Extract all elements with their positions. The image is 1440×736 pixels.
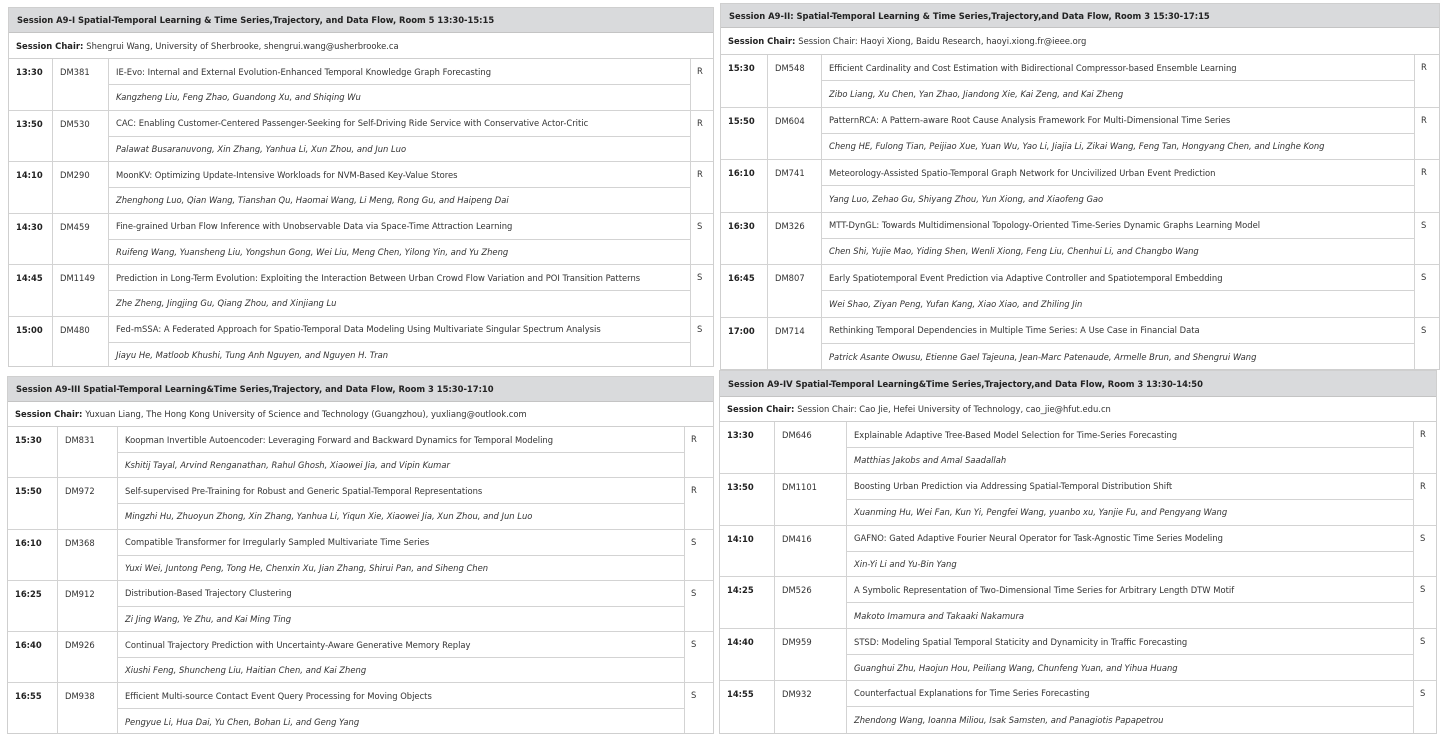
paper-title: Fed-mSSA: A Federated Approach for Spatio-Temporal Data Modeling Using Multivariate Singular Spectrum Analysis (109, 317, 690, 343)
paper-row (8, 427, 713, 478)
paper-title: MTT-DynGL: Towards Multidimensional Topology-Oriented Time-Series Dynamic Graphs Learning Model (822, 213, 1414, 239)
paper-id: DM938 (65, 691, 95, 702)
paper-row (8, 581, 713, 632)
paper-row (9, 59, 713, 111)
paper-time: 13:50 (720, 474, 775, 525)
paper-authors: Guanghui Zhu, Haojun Hou, Peiliang Wang, Chunfeng Yuan, and Yihua Huang (854, 662, 1178, 673)
paper-title: Distribution-Based Trajectory Clustering (118, 581, 684, 607)
paper-id: DM912 (65, 588, 95, 599)
paper-id: DM526 (782, 585, 812, 596)
paper-id: DM714 (775, 325, 805, 336)
paper-row (9, 317, 713, 368)
paper-authors: Mingzhi Hu, Zhuoyun Zhong, Xin Zhang, Yanhua Li, Yiqun Xie, Xiaowei Jia, Xun Zhou, and Jun Luo (125, 511, 533, 522)
paper-row (8, 478, 713, 529)
paper-details (846, 474, 1414, 525)
paper-time: 16:10 (721, 160, 768, 212)
paper-id: DM807 (775, 273, 805, 283)
paper-row (9, 111, 713, 163)
paper-title: Meteorology-Assisted Spatio-Temporal Graph Network for Uncivilized Urban Event Prediction (822, 160, 1414, 186)
paper-title: Fine-grained Urban Flow Inference with Unobservable Data via Space-Time Attraction Learning (109, 214, 690, 240)
paper-details (108, 317, 691, 368)
session-title: Session A9-I Spatial-Temporal Learning & Time Series,Trajectory, and Data Flow, Room 5 13:30-15:15 (9, 8, 713, 33)
paper-title: Efficient Cardinality and Cost Estimation with Bidirectional Compressor-based Ensemble Learning (822, 55, 1414, 81)
paper-time: 13:30 (720, 422, 775, 473)
paper-title: PatternRCA: A Pattern-aware Root Cause Analysis Framework For Multi-Dimensional Time Series (822, 108, 1414, 134)
paper-type: R (1421, 114, 1427, 125)
paper-time: 14:30 (9, 214, 53, 265)
paper-type: S (1420, 687, 1426, 698)
paper-details (821, 55, 1415, 107)
paper-type: S (1420, 636, 1426, 647)
paper-title: Boosting Urban Prediction via Addressing Spatial-Temporal Distribution Shift (847, 474, 1413, 500)
paper-details (821, 213, 1415, 265)
paper-time: 16:10 (8, 530, 58, 580)
paper-details (846, 577, 1414, 628)
paper-id: DM972 (65, 486, 95, 497)
paper-row (721, 265, 1439, 318)
paper-authors: Xiushi Feng, Shuncheng Liu, Haitian Chen, and Kai Zheng (125, 665, 367, 676)
session-chair-label: Session Chair: (727, 404, 795, 414)
paper-row (8, 632, 713, 683)
paper-row (9, 162, 713, 214)
paper-row (720, 681, 1436, 733)
paper-id: DM381 (60, 67, 90, 77)
paper-row (720, 629, 1436, 681)
session-title: Session A9-III Spatial-Temporal Learning&Time Series,Trajectory, and Data Flow, Room 3 15:30-17:10 (8, 377, 713, 402)
paper-title: IE-Evo: Internal and External Evolution-Enhanced Temporal Knowledge Graph Forecasting (109, 59, 690, 85)
paper-authors: Zibo Liang, Xu Chen, Yan Zhao, Jiandong Xie, Kai Zeng, and Kai Zheng (829, 88, 1124, 99)
paper-time: 14:10 (720, 526, 775, 577)
paper-type: S (1420, 584, 1426, 595)
paper-time: 13:50 (9, 111, 53, 162)
paper-authors: Zhe Zheng, Jingjing Gu, Qiang Zhou, and Xinjiang Lu (116, 298, 337, 309)
paper-authors: Pengyue Li, Hua Dai, Yu Chen, Bohan Li, and Geng Yang (125, 717, 360, 728)
session-chair-value: Session Chair: Cao Jie, Hefei University of Technology, cao_jie@hfut.edu.cn (797, 404, 1111, 414)
paper-details (108, 214, 691, 265)
paper-type: S (691, 639, 697, 650)
paper-authors: Xuanming Hu, Wei Fan, Kun Yi, Pengfei Wang, yuanbo xu, Yanjie Fu, and Pengyang Wang (854, 507, 1228, 518)
paper-details (108, 111, 691, 162)
paper-type: R (1420, 429, 1426, 439)
session-title: Session A9-IV Spatial-Temporal Learning&Time Series,Trajectory,and Data Flow, Room 3 13:30-14:50 (720, 371, 1436, 397)
paper-id: DM416 (782, 533, 812, 544)
paper-authors: Yang Luo, Zehao Gu, Shiyang Zhou, Yun Xiong, and Xiaofeng Gao (829, 193, 1104, 204)
paper-title: Rethinking Temporal Dependencies in Multiple Time Series: A Use Case in Financial Data (822, 318, 1414, 344)
paper-type: S (691, 536, 697, 547)
paper-row (720, 577, 1436, 629)
paper-authors: Ruifeng Wang, Yuansheng Liu, Yongshun Gong, Wei Liu, Meng Chen, Yilong Yin, and Yu Zheng (116, 246, 509, 257)
paper-type: R (697, 169, 703, 179)
paper-authors: Makoto Imamura and Takaaki Nakamura (854, 610, 1025, 621)
session-chair-value: Shengrui Wang, University of Sherbrooke, shengrui.wang@usherbrooke.ca (86, 40, 399, 51)
paper-type: R (1421, 167, 1427, 177)
session-chair-value: Yuxuan Liang, The Hong Kong University of Science and Technology (Guangzhou), yuxliang@outlook.com (85, 409, 527, 419)
paper-row (8, 530, 713, 581)
paper-id: DM831 (65, 435, 95, 445)
paper-authors: Cheng HE, Fulong Tian, Peijiao Xue, Yuan Wu, Yao Li, Jiajia Li, Zikai Wang, Feng Tan, Hongyang Chen, and Linghe Kong (829, 141, 1325, 152)
session-title: Session A9-II: Spatial-Temporal Learning & Time Series,Trajectory,and Data Flow, Room 3 15:30-17:15 (721, 4, 1439, 28)
paper-details (108, 162, 691, 213)
paper-type: S (691, 587, 697, 598)
paper-row (721, 108, 1439, 161)
session-panel (8, 7, 714, 367)
paper-row (721, 55, 1439, 108)
paper-row (721, 160, 1439, 213)
paper-details (117, 530, 685, 580)
paper-title: Self-supervised Pre-Training for Robust and Generic Spatial-Temporal Representations (118, 478, 684, 504)
paper-row (9, 265, 713, 317)
paper-type: S (1420, 532, 1426, 543)
paper-id: DM530 (60, 118, 90, 129)
session-panel (7, 376, 714, 734)
paper-type: R (1420, 480, 1426, 491)
paper-authors: Matthias Jakobs and Amal Saadallah (854, 455, 1007, 466)
paper-type: S (1421, 324, 1427, 335)
paper-time: 15:30 (721, 55, 768, 107)
paper-type: R (697, 117, 703, 128)
paper-type: S (1421, 219, 1427, 230)
paper-type: R (1421, 62, 1427, 72)
paper-details (117, 581, 685, 631)
paper-details (117, 478, 685, 528)
paper-row (720, 422, 1436, 474)
session-chair (8, 402, 713, 427)
paper-time: 16:55 (8, 683, 58, 734)
paper-title: Compatible Transformer for Irregularly Sampled Multivariate Time Series (118, 530, 684, 556)
session-chair-label: Session Chair: (728, 36, 796, 46)
paper-time: 16:25 (8, 581, 58, 631)
paper-authors: Xin-Yi Li and Yu-Bin Yang (854, 558, 957, 569)
paper-row (720, 526, 1436, 578)
paper-id: DM932 (782, 688, 812, 699)
paper-id: DM1101 (782, 481, 817, 492)
paper-time: 14:40 (720, 629, 775, 680)
paper-title: Explainable Adaptive Tree-Based Model Selection for Time-Series Forecasting (847, 422, 1413, 448)
paper-details (117, 632, 685, 682)
paper-title: Continual Trajectory Prediction with Uncertainty-Aware Generative Memory Replay (118, 632, 684, 658)
paper-authors: Chen Shi, Yujie Mao, Yiding Shen, Wenli Xiong, Feng Liu, Chenhui Li, and Changbo Wang (829, 246, 1199, 257)
paper-type: R (691, 434, 697, 444)
paper-authors: Jiayu He, Matloob Khushi, Tung Anh Nguyen, and Nguyen H. Tran (116, 350, 389, 361)
paper-time: 14:10 (9, 162, 53, 213)
paper-details (821, 160, 1415, 212)
session-chair (9, 33, 713, 59)
paper-authors: Wei Shao, Ziyan Peng, Yufan Kang, Xiao Xiao, and Zhiling Jin (829, 298, 1083, 309)
paper-time: 14:55 (720, 681, 775, 733)
paper-title: GAFNO: Gated Adaptive Fourier Neural Operator for Task-Agnostic Time Series Modeling (847, 526, 1413, 552)
paper-row (9, 214, 713, 266)
paper-details (117, 683, 685, 734)
paper-authors: Kshitij Tayal, Arvind Renganathan, Rahul Ghosh, Xiaowei Jia, and Vipin Kumar (125, 460, 450, 471)
paper-time: 14:25 (720, 577, 775, 628)
paper-title: MoonKV: Optimizing Update-Intensive Workloads for NVM-Based Key-Value Stores (109, 162, 690, 188)
paper-row (721, 213, 1439, 266)
paper-type: S (1421, 272, 1427, 282)
paper-authors: Patrick Asante Owusu, Etienne Gael Tajeuna, Jean-Marc Patenaude, Armelle Brun, and Shengrui Wang (829, 351, 1257, 362)
paper-row (721, 318, 1439, 371)
paper-details (108, 59, 691, 110)
paper-details (821, 318, 1415, 371)
paper-title: Counterfactual Explanations for Time Series Forecasting (847, 681, 1413, 707)
paper-id: DM959 (782, 637, 812, 648)
paper-row (8, 683, 713, 734)
paper-authors: Yuxi Wei, Juntong Peng, Tong He, Chenxin Xu, Jian Zhang, Shirui Pan, and Siheng Chen (125, 562, 489, 573)
paper-time: 16:45 (721, 265, 768, 317)
session-chair-label: Session Chair: (16, 40, 84, 51)
paper-time: 16:30 (721, 213, 768, 265)
paper-id: DM480 (60, 324, 90, 335)
paper-id: DM604 (775, 115, 805, 126)
paper-title: Koopman Invertible Autoencoder: Leveraging Forward and Backward Dynamics for Temporal Modeling (118, 427, 684, 453)
paper-details (108, 265, 691, 316)
paper-id: DM459 (60, 221, 90, 232)
paper-title: Prediction in Long-Term Evolution: Exploiting the Interaction Between Urban Crowd Flow Variation and POI Transition Patterns (109, 265, 690, 291)
paper-details (846, 526, 1414, 577)
paper-time: 13:30 (9, 59, 53, 110)
paper-type: R (691, 485, 697, 496)
session-chair-label: Session Chair: (15, 409, 83, 419)
paper-id: DM741 (775, 168, 805, 178)
paper-title: A Symbolic Representation of Two-Dimensional Time Series for Arbitrary Length DTW Motif (847, 577, 1413, 603)
paper-details (117, 427, 685, 477)
paper-time: 16:40 (8, 632, 58, 682)
paper-id: DM646 (782, 430, 812, 440)
paper-details (846, 681, 1414, 733)
paper-authors: Zhendong Wang, Ioanna Miliou, Isak Samsten, and Panagiotis Papapetrou (854, 714, 1164, 725)
paper-authors: Kangzheng Liu, Feng Zhao, Guandong Xu, and Shiqing Wu (116, 92, 361, 103)
paper-id: DM548 (775, 63, 805, 73)
paper-time: 15:50 (721, 108, 768, 160)
paper-time: 15:00 (9, 317, 53, 368)
paper-authors: Palawat Busaranuvong, Xin Zhang, Yanhua Li, Xun Zhou, and Jun Luo (116, 143, 407, 154)
paper-title: CAC: Enabling Customer-Centered Passenger-Seeking for Self-Driving Ride Service with Conservative Actor-Critic (109, 111, 690, 137)
session-chair (720, 397, 1436, 422)
paper-type: R (697, 66, 703, 76)
paper-time: 15:50 (8, 478, 58, 528)
paper-time: 15:30 (8, 427, 58, 477)
paper-time: 17:00 (721, 318, 768, 371)
paper-title: STSD: Modeling Spatial Temporal Staticity and Dynamicity in Traffic Forecasting (847, 629, 1413, 655)
paper-id: DM326 (775, 220, 805, 231)
session-panel (719, 370, 1437, 734)
session-panel (720, 3, 1440, 370)
paper-time: 14:45 (9, 265, 53, 316)
paper-id: DM926 (65, 640, 95, 651)
paper-id: DM368 (65, 537, 95, 548)
paper-authors: Zi Jing Wang, Ye Zhu, and Kai Ming Ting (125, 614, 292, 625)
session-chair (721, 28, 1439, 55)
paper-authors: Zhenghong Luo, Qian Wang, Tianshan Qu, Haomai Wang, Li Meng, Rong Gu, and Haipeng Dai (116, 195, 509, 206)
paper-type: S (697, 220, 703, 231)
paper-details (846, 422, 1414, 473)
paper-details (821, 108, 1415, 160)
paper-title: Early Spatiotemporal Event Prediction via Adaptive Controller and Spatiotemporal Embedding (822, 265, 1414, 291)
paper-details (846, 629, 1414, 680)
paper-type: S (697, 323, 703, 334)
paper-type: S (697, 272, 703, 282)
paper-title: Efficient Multi-source Contact Event Query Processing for Moving Objects (118, 683, 684, 709)
paper-type: S (691, 690, 697, 701)
paper-id: DM290 (60, 170, 90, 180)
paper-details (821, 265, 1415, 317)
session-chair-value: Session Chair: Haoyi Xiong, Baidu Research, haoyi.xiong.fr@ieee.org (798, 36, 1087, 46)
paper-row (720, 474, 1436, 526)
paper-id: DM1149 (60, 273, 95, 283)
